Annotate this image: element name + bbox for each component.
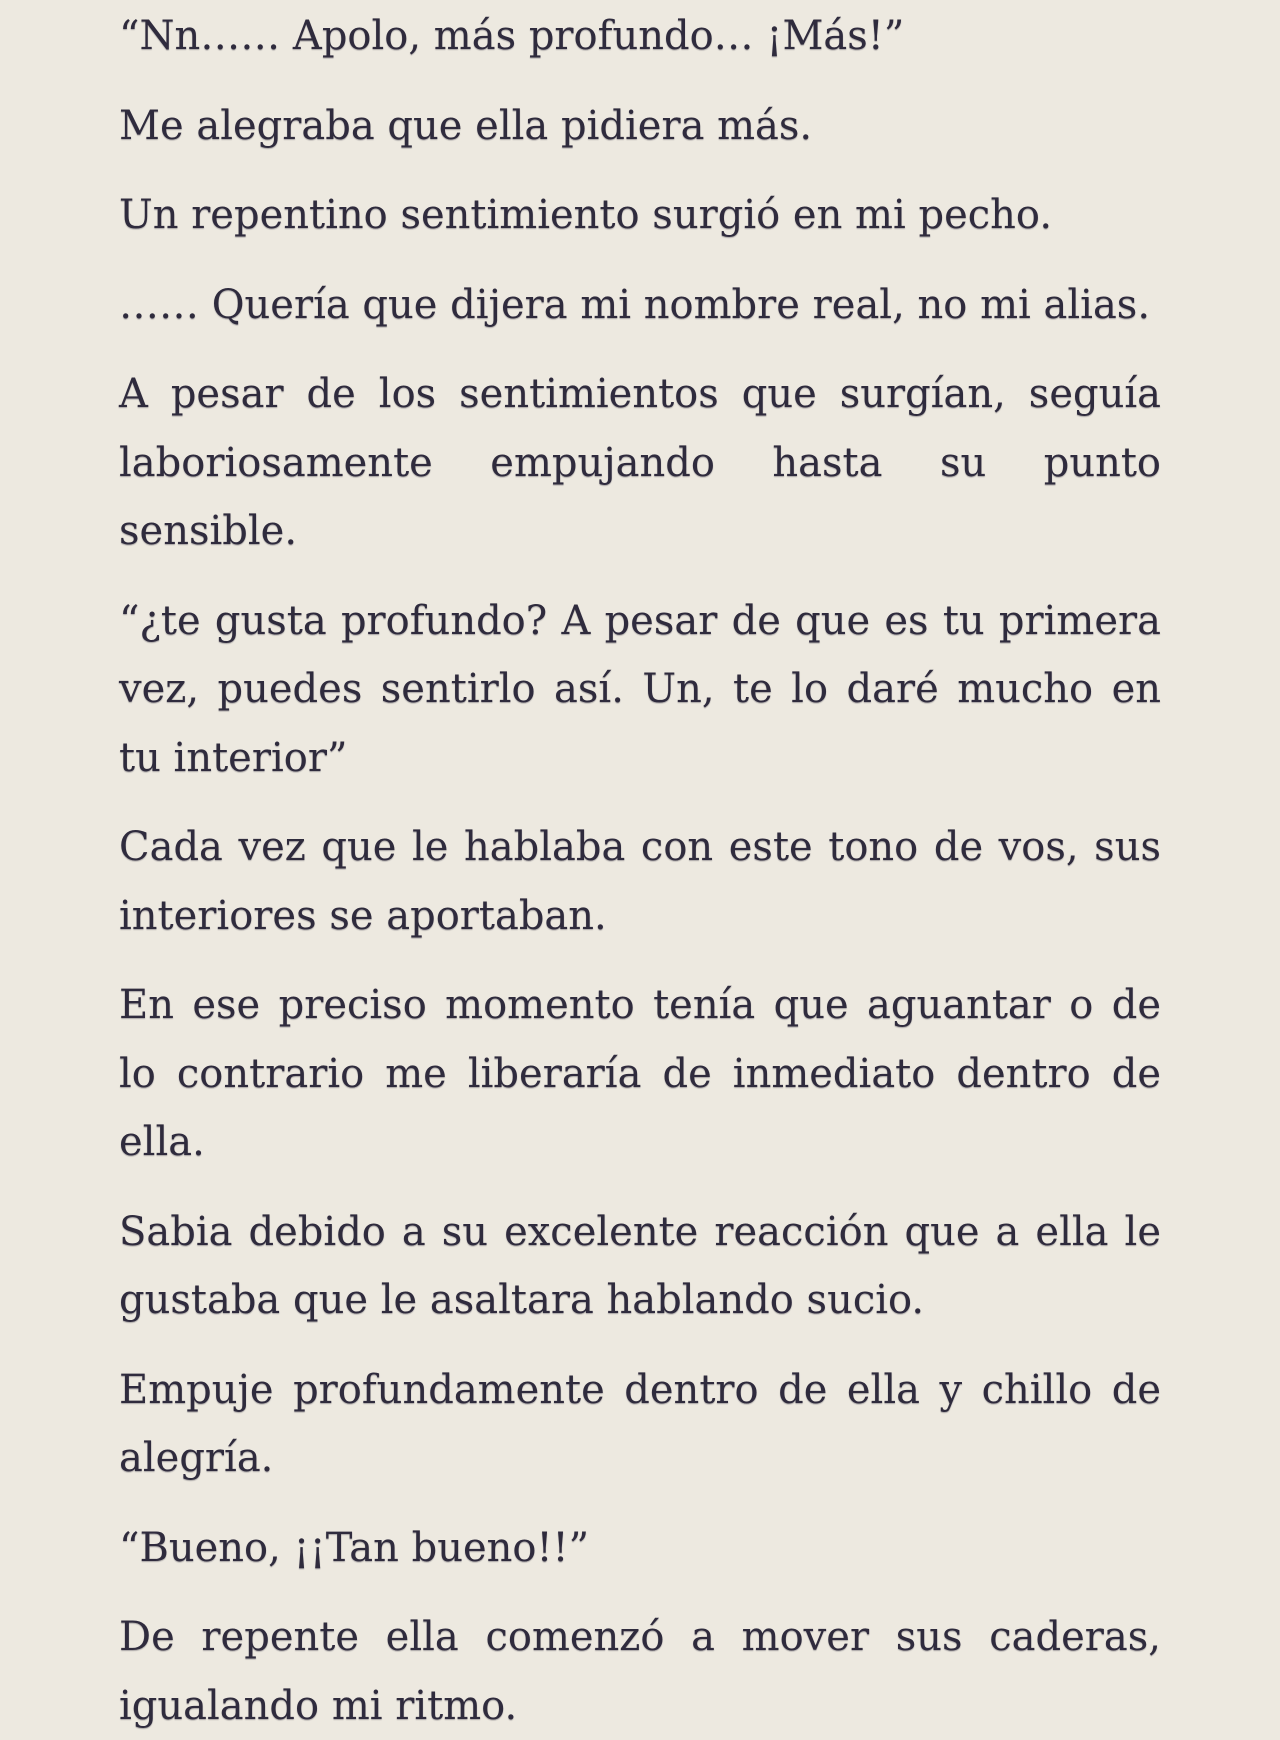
paragraph: Empuje profundamente dentro de ella y chillo de alegría. [119, 1366, 1161, 1481]
paragraph: A pesar de los sentimientos que surgían, seguía laboriosamente empujando hasta su punto sensible. [119, 371, 1161, 554]
paragraph: …… Quería que dijera mi nombre real, no mi alias. [119, 281, 1151, 328]
paragraph: Cada vez que le hablaba con este tono de vos, sus interiores se aportaban. [119, 824, 1161, 939]
reader-page [119, 0, 1161, 1729]
paragraph: “Bueno, ¡¡Tan bueno!!” [119, 1524, 590, 1571]
paragraph: Un repentino sentimiento surgió en mi pecho. [119, 192, 1053, 238]
paragraph: “¿te gusta profundo? A pesar de que es tu primera vez, puedes sentirlo así. Un, te lo daré mucho en tu interior” [119, 597, 1161, 781]
paragraph: Me alegraba que ella pidiera más. [119, 102, 813, 149]
paragraph: Sabia debido a su excelente reacción que a ella le gustaba que le asaltara hablando sucio. [119, 1208, 1161, 1323]
paragraph: De repente ella comenzó a mover sus caderas, igualando mi ritmo. [119, 1614, 1161, 1729]
paragraph: “Nn…… Apolo, más profundo… ¡Más!” [119, 13, 905, 59]
text-column [119, 0, 1161, 1740]
paragraph: En ese preciso momento tenía que aguantar o de lo contrario me liberaría de inmediato dentro de ella. [119, 982, 1161, 1165]
